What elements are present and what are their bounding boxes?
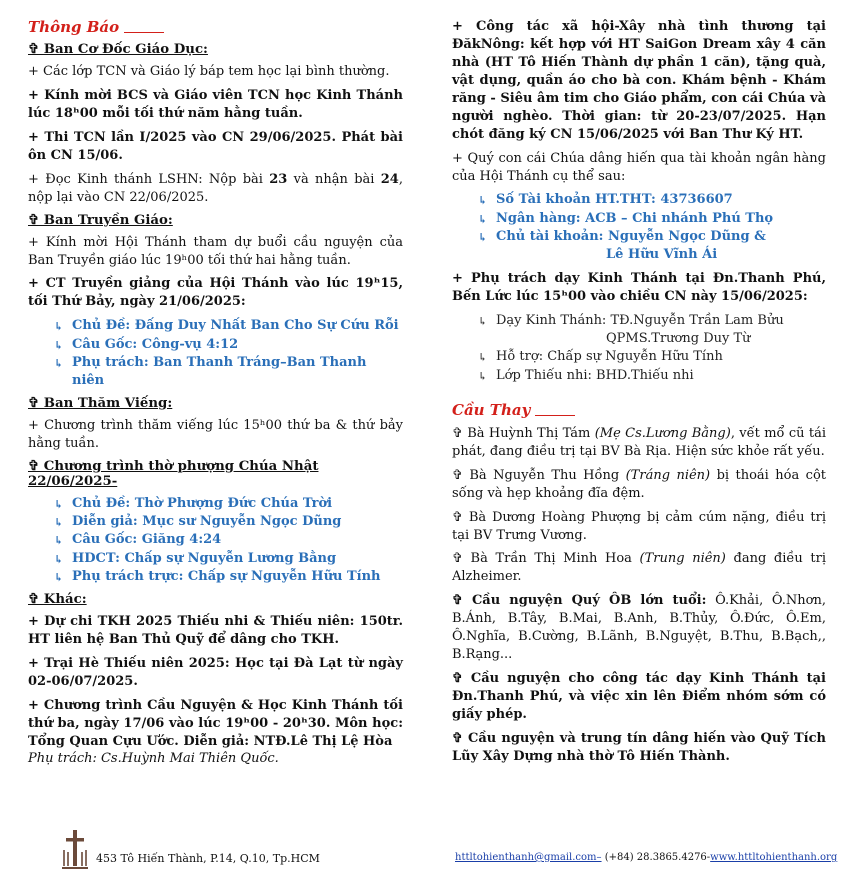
email-link[interactable]: httltohienthanh@gmail.com– xyxy=(455,852,602,863)
list-item: ↳ Chủ Đề: Thờ Phượng Đức Chúa Trời xyxy=(54,495,403,513)
website-link[interactable]: www.httltohienthanh.org xyxy=(710,852,838,863)
prayer-text: ✞ Bà Huỳnh Thị Tám (Mẹ Cs.Lương Bằng), vết mổ cũ tái phát, đang điều trị tại BV Bà Rịa. Hiện sức khỏe rất yếu. xyxy=(452,425,826,459)
list-item: ↳ Câu Gốc: Công-vụ 4:12 xyxy=(54,336,403,354)
bank-list xyxy=(452,191,826,264)
right-column xyxy=(452,18,826,772)
notice-text: + Chương trình Cầu Nguyện & Học Kinh Thánh tối thứ ba, ngày 17/06 vào lúc 19ʰ00 - 20ʰ30. Môn học: Tổng Quan Cựu Ước. Diễn giả: NTĐ.Lê Thị Lệ Hòa xyxy=(28,697,403,749)
notice-text: + Dự chi TKH 2025 Thiếu nhi & Thiếu niên: 150tr. HT liên hệ Ban Thủ Quỹ để dâng cho TKH. xyxy=(28,613,403,647)
list-item: ↳ Dạy Kinh Thánh: TĐ.Nguyễn Trần Lam Bửu xyxy=(478,312,826,330)
list-item: ↳ Lớp Thiếu nhi: BHD.Thiếu nhi xyxy=(478,367,826,385)
notice-text: + Công tác xã hội-Xây nhà tình thương tại ĐăkNông: kết hợp với HT SaiGon Dream xây 4 căn nhà (HT Tô Hiến Thành dự phần 1 căn), tặng quà, vật dụng, quần áo cho bà con. Khám bệnh - Khám răng - Siêu âm tim cho Giáo phẩm, con cái Chúa và người nghèo. Thời gian: từ 20-23/07/2025. Hạn chót đăng ký CN 15/06/2025 với Ban Thư Ký HT. xyxy=(452,19,826,142)
list-item: ↳ Hỗ trợ: Chấp sự Nguyễn Hữu Tính xyxy=(478,348,826,366)
footer-address: 453 Tô Hiến Thành, P.14, Q.10, Tp.HCM xyxy=(96,852,320,865)
list-item: QPMS.Trương Duy Từ xyxy=(606,331,751,347)
footer-contact: httltohienthanh@gmail.com– (+84) 28.3865.4276-www.httltohienthanh.org xyxy=(455,852,838,863)
notice-text: + Quý con cái Chúa dâng hiến qua tài khoản ngân hàng của Hội Thánh cụ thể sau: xyxy=(452,150,826,184)
list-item: ↳ Câu Gốc: Giăng 4:24 xyxy=(54,531,403,549)
list-item: Lê Hữu Vĩnh Ái xyxy=(606,247,718,262)
notice-text: + Thi TCN lần I/2025 vào CN 29/06/2025. Phát bài ôn CN 15/06. xyxy=(28,129,403,163)
left-column xyxy=(28,18,403,774)
notice-text: + Các lớp TCN và Giáo lý báp tem học lại bình thường. xyxy=(28,64,390,79)
notice-text: + Kính mời Hội Thánh tham dự buổi cầu nguyện của Ban Truyền giáo lúc 19ʰ00 tối thứ hai hằng tuần. xyxy=(28,234,403,268)
prayer-badge: Cầu Thay xyxy=(452,401,575,419)
worship-list xyxy=(28,495,403,586)
prayer-text: ✞ Bà Dương Hoàng Phượng bị cảm cúm nặng, điều trị tại BV Trưng Vương. xyxy=(452,509,826,543)
list-item: ↳ Phụ trách trực: Chấp sự Nguyễn Hữu Tính xyxy=(54,568,403,586)
footer xyxy=(0,828,841,878)
list-item: ↳ Phụ trách: Ban Thanh Tráng–Ban Thanh niên xyxy=(54,354,403,390)
church-logo-icon xyxy=(62,830,88,872)
notice-text: Phụ trách: Cs.Huỳnh Mai Thiên Quốc. xyxy=(28,751,279,767)
notice-text: + CT Truyền giảng của Hội Thánh vào lúc 19ʰ15, tối Thứ Bảy, ngày 21/06/2025: xyxy=(28,276,403,310)
prayer-text: ✞ Cầu nguyện cho công tác dạy Kinh Thánh tại Đn.Thanh Phú, và việc xin lên Điểm nhóm sớm có giấy phép. xyxy=(452,671,826,722)
prayer-text: ✞ Cầu nguyện Quý ÔB lớn tuổi: Ô.Khải, Ô.Nhơn, B.Ánh, B.Tây, B.Mai, B.Anh, B.Thủy, Ô.Đức, Ô.Em, Ô.Nghĩa, B.Cường, B.Lãnh, B.Nguyệt, B.Thu, B.Bạch,, B.Rạng... xyxy=(452,593,827,663)
list-item: ↳ Ngân hàng: ACB – Chi nhánh Phú Thọ xyxy=(478,210,826,228)
section-visitation-title: ✞ Ban Thăm Viếng: xyxy=(28,396,173,412)
prayer-text: ✞ Bà Nguyễn Thu Hồng (Tráng niên) bị thoái hóa cột sống và hẹp khoảng đĩa đệm. xyxy=(452,467,826,501)
list-item: ↳ HDCT: Chấp sự Nguyễn Lương Bằng xyxy=(54,550,403,568)
section-evangelism-title: ✞ Ban Truyền Giáo: xyxy=(28,212,173,228)
notice-text: + Trại Hè Thiếu niên 2025: Học tại Đà Lạt từ ngày 02-06/07/2025. xyxy=(28,655,403,689)
section-other-title: ✞ Khác: xyxy=(28,591,87,607)
prayer-text: ✞ Cầu nguyện và trung tín dâng hiến vào Quỹ Tích Lũy Xây Dựng nhà thờ Tô Hiến Thành. xyxy=(452,730,826,764)
list-item: ↳ Số Tài khoản HT.THT: 43736607 xyxy=(478,191,826,209)
section-christian-education-title: ✞ Ban Cơ Đốc Giáo Dục: xyxy=(28,42,208,57)
notice-text: + Đọc Kinh thánh LSHN: Nộp bài 23 và nhận bài 24, nộp lại vào CN 22/06/2025. xyxy=(28,171,403,205)
teaching-list xyxy=(452,312,826,385)
notice-text: + Phụ trách dạy Kinh Thánh tại Đn.Thanh Phú, Bến Lức lúc 15ʰ00 vào chiều CN này 15/06/2025: xyxy=(452,271,826,305)
list-item: ↳ Diễn giả: Mục sư Nguyễn Ngọc Dũng xyxy=(54,513,403,531)
notice-badge: Thông Báo xyxy=(28,18,164,36)
list-item: ↳ Chủ Đề: Đấng Duy Nhất Ban Cho Sự Cứu Rỗi xyxy=(54,317,403,335)
list-item: ↳ Chủ tài khoản: Nguyễn Ngọc Dũng & xyxy=(478,228,826,246)
evangelism-list xyxy=(28,317,403,390)
section-worship-title: ✞ Chương trình thờ phượng Chúa Nhật 22/06/2025- xyxy=(28,458,319,489)
notice-text: + Chương trình thăm viếng lúc 15ʰ00 thứ ba & thứ bảy hằng tuần. xyxy=(28,418,403,451)
notice-text: + Kính mời BCS và Giáo viên TCN học Kinh Thánh lúc 18ʰ00 mỗi tối thứ năm hằng tuần. xyxy=(28,87,403,121)
prayer-text: ✞ Bà Trần Thị Minh Hoa (Trung niên) đang điều trị Alzheimer. xyxy=(452,551,826,585)
